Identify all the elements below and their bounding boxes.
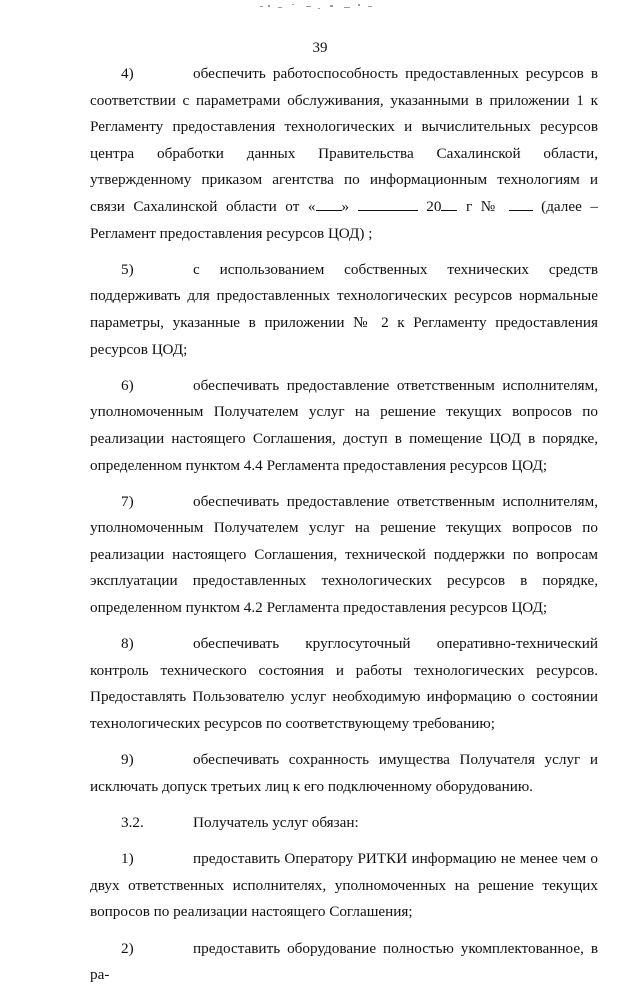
paragraph-text: предоставить оборудование полностью укомплектованное, в ра- xyxy=(90,939,598,984)
item-number: 8) xyxy=(121,635,134,653)
paragraph-item-2 xyxy=(90,936,598,989)
document-body xyxy=(90,61,598,989)
paragraph-text: с использованием собственных технических средств поддерживать для предоставленных технологических ресурсов нормальные параметры, указанные в приложении № 2 к Регламенту предоставления ресурсов ЦОД; xyxy=(90,260,598,358)
blank-year xyxy=(441,197,457,211)
paragraph-item-9 xyxy=(90,747,598,800)
page-number: 39 xyxy=(312,40,328,56)
paragraph-item-5 xyxy=(90,257,598,363)
item-number: 2) xyxy=(121,939,134,957)
paragraph-item-6 xyxy=(90,373,598,479)
section-heading-3-2 xyxy=(90,810,598,837)
paragraph-text: Получатель услуг обязан: xyxy=(193,814,359,831)
blank-number xyxy=(509,197,533,211)
paragraph-item-4: 4) обеспечить работоспособность предоставленных ресурсов в соответствии с параметрами обслуживания, указанными в приложении 1 к Регламенту предоставления технологических и вычислительных ресурсов центра обработки данных Правительства Сахалинской области, утвержденному приказом агентства по информационным технологиям и связи Сахалинской области от « » 20 г № (далее – Регламент предоставления ресурсов ЦОД) ; xyxy=(90,61,598,247)
blank-month xyxy=(358,197,418,211)
paragraph-text: обеспечивать предоставление ответственным исполнителям, уполномоченным Получателем услуг на решение текущих вопросов по реализации настоящего Соглашения, доступ в помещение ЦОД в порядке, определенном пунктом 4.4 Регламента предоставления ресурсов ЦОД; xyxy=(90,376,598,474)
section-number: 3.2. xyxy=(121,814,144,831)
blank-day xyxy=(316,197,342,211)
item-number: 9) xyxy=(121,751,134,769)
paragraph-item-1 xyxy=(90,846,598,926)
paragraph-text: обеспечивать сохранность имущества Получателя услуг и исключать допуск третьих лиц к его подключенному оборудованию. xyxy=(90,751,598,795)
item-number: 4) xyxy=(121,65,134,82)
paragraph-text: предоставить Оператору РИТКИ информацию не менее чем о двух ответственных исполнителях, уполномоченных на решение текущих вопросов по реализации настоящего Соглашения; xyxy=(90,850,598,921)
item-number: 7) xyxy=(121,492,134,510)
scan-artifact xyxy=(258,2,378,12)
paragraph-text: обеспечить работоспособность предоставленных ресурсов в соответствии с параметрами обслуживания, указанными в приложении 1 к Регламенту предоставления технологических и вычислительных ресурсов центра обработки данных Правительства Сахалинской области, утвержденному приказом агентства по информационным технологиям и связи Сахалинской области от « xyxy=(90,65,598,215)
paragraph-item-7 xyxy=(90,489,598,622)
item-number: 1) xyxy=(121,850,134,868)
item-number: 6) xyxy=(121,376,134,394)
item-number: 5) xyxy=(121,260,134,278)
paragraph-item-8 xyxy=(90,631,598,737)
paragraph-text: обеспечивать круглосуточный оперативно-технический контроль технического состояния и работы технологических ресурсов. Предоставлять Пользователю услуг необходимую информацию о состоянии технологических ресурсов по соответствующему требованию; xyxy=(90,635,598,733)
paragraph-text: обеспечивать предоставление ответственным исполнителям, уполномоченным Получателем услуг на решение текущих вопросов по реализации настоящего Соглашения, технической поддержки по вопросам эксплуатации предоставленных технологических ресурсов в порядке, определенном пунктом 4.2 Регламента предоставления ресурсов ЦОД; xyxy=(90,492,598,617)
